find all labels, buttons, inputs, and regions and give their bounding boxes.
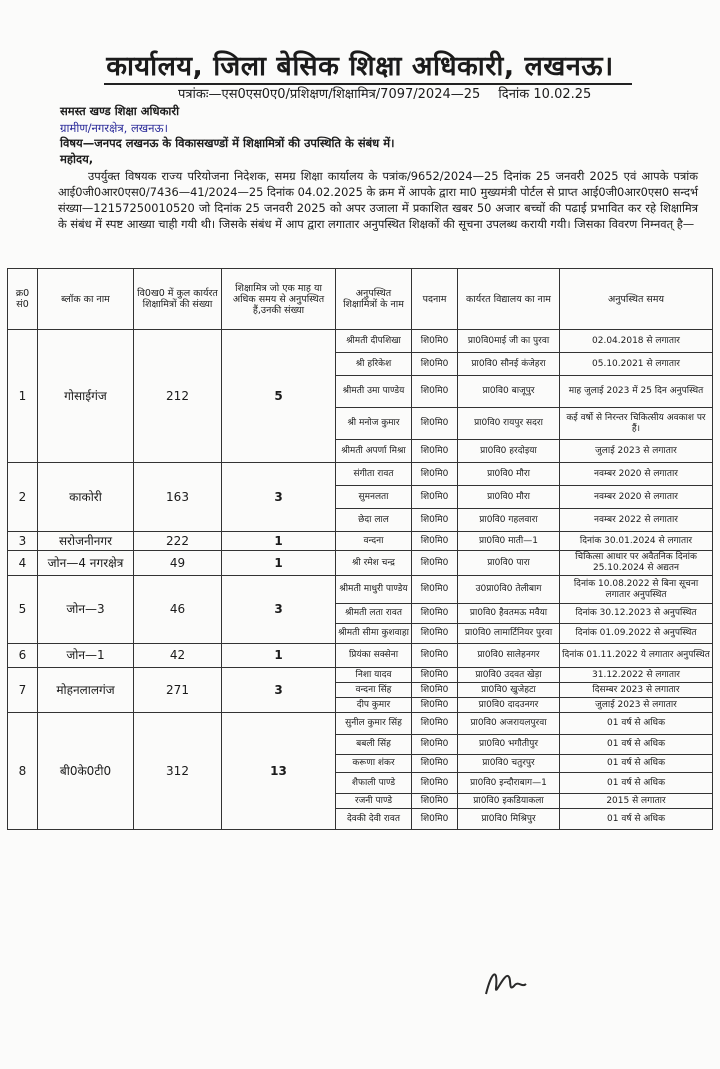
absence-period: दिनांक 30.01.2024 से लगातार [560,532,713,551]
designation: शि0मि0 [412,408,458,440]
absent-count: 1 [222,644,336,668]
teacher-name: देवकी देवी रावत [336,809,412,830]
absent-count: 13 [222,713,336,830]
table-row [8,644,713,668]
designation: शि0मि0 [412,644,458,668]
designation: शि0मि0 [412,698,458,713]
school-name: प्रा0वि0 इन्दौराबाग—1 [458,773,560,794]
header-school: कार्यरत विद्यालय का नाम [458,269,560,330]
teacher-name: श्रीमती सीमा कुशवाहा [336,624,412,644]
teacher-name: सुनील कुमार सिंह [336,713,412,735]
serial-number: 5 [8,576,38,644]
teacher-name: श्रीमती दीपशिखा [336,330,412,353]
teacher-name: करूणा शंकर [336,755,412,773]
absence-period: जुलाई 2023 से लगातार [560,698,713,713]
absent-count: 1 [222,551,336,576]
teacher-name: वन्दना [336,532,412,551]
teacher-name: सुमनलता [336,486,412,509]
absence-period: 01 वर्ष से अधिक [560,735,713,755]
absence-table [7,268,713,830]
serial-number: 1 [8,330,38,463]
designation: शि0मि0 [412,683,458,698]
designation: शि0मि0 [412,809,458,830]
school-name: उ0प्रा0वि0 तेलीबाग [458,576,560,604]
absent-count: 3 [222,463,336,532]
school-name: प्रा0वि0 लामार्टिनियर पुरवा [458,624,560,644]
school-name: प्रा0वि0 मौरा [458,486,560,509]
school-name: प्रा0वि0 अजरायलपुरवा [458,713,560,735]
absence-period: 01 वर्ष से अधिक [560,809,713,830]
absent-count: 5 [222,330,336,463]
absent-count: 3 [222,668,336,713]
header-block: ब्लॉक का नाम [38,269,134,330]
absence-period: चिकित्सा आधार पर अवैतनिक दिनांक 25.10.2024 से अद्यतन [560,551,713,576]
designation: शि0मि0 [412,376,458,408]
designation: शि0मि0 [412,463,458,486]
teacher-name: श्रीमती माधुरी पाण्डेय [336,576,412,604]
school-name: प्रा0वि0 माती—1 [458,532,560,551]
absence-period: दिनांक 01.11.2022 ये लगातार अनुपस्थित [560,644,713,668]
block-name: सरोजनीनगर [38,532,134,551]
designation: शि0मि0 [412,794,458,809]
teacher-name: श्री रमेश चन्द्र [336,551,412,576]
table-header-row [8,269,713,330]
absence-period: दिनांक 01.09.2022 से अनुपस्थित [560,624,713,644]
serial-number: 2 [8,463,38,532]
date-label: दिनांक [498,87,530,102]
school-name: प्रा0वि0 दादउनगर [458,698,560,713]
designation: शि0मि0 [412,353,458,376]
table-row [8,668,713,683]
addressee-line1: समस्त खण्ड शिक्षा अधिकारी [60,104,180,118]
total-teachers: 42 [134,644,222,668]
table-row [8,576,713,604]
designation: शि0मि0 [412,773,458,794]
table-row [8,532,713,551]
block-name: जोन—3 [38,576,134,644]
school-name: प्रा0वि0 इकडियाकला [458,794,560,809]
absence-period: जुलाई 2023 से लगातार [560,440,713,463]
table-row [8,330,713,353]
absence-period: 01 वर्ष से अधिक [560,773,713,794]
designation: शि0मि0 [412,604,458,624]
total-teachers: 212 [134,330,222,463]
total-teachers: 271 [134,668,222,713]
block-name: काकोरी [38,463,134,532]
total-teachers: 222 [134,532,222,551]
school-name: प्रा0वि0माई जी का पुरवा [458,330,560,353]
designation: शि0मि0 [412,509,458,532]
total-teachers: 49 [134,551,222,576]
header-total: वि0ख0 में कुल कार्यरत शिक्षामित्रों की संख्या [134,269,222,330]
designation: शि0मि0 [412,486,458,509]
teacher-name: रजनी पाण्डे [336,794,412,809]
header-absent-count: शिक्षामित्र जो एक माह या अधिक समय से अनुपस्थित हैं,उनकी संख्या [222,269,336,330]
date-value: 10.02.25 [533,87,592,102]
designation: शि0मि0 [412,755,458,773]
block-name: जोन—1 [38,644,134,668]
designation: शि0मि0 [412,576,458,604]
ref-prefix: पत्रांकः—एस0एस0ए0/प्रशिक्षण/शिक्षामित्र/ [178,87,381,102]
subject-line: विषय—जनपद लखनऊ के विकासखण्डों में शिक्षामित्रों की उपस्थिति के संबंध में। [60,136,395,150]
absence-period: नवम्बर 2020 से लगातार [560,486,713,509]
school-name: प्रा0वि0 मिश्रिपुर [458,809,560,830]
designation: शि0मि0 [412,735,458,755]
absence-period: 2015 से लगातार [560,794,713,809]
serial-number: 6 [8,644,38,668]
reference-line [178,84,591,102]
teacher-name: श्रीमती अपर्णा मिश्रा [336,440,412,463]
designation: शि0मि0 [412,551,458,576]
school-name: प्रा0वि0 बाजूपुर [458,376,560,408]
absence-period: 31.12.2022 से लगातार [560,668,713,683]
table-row [8,463,713,486]
header-post: पदनाम [412,269,458,330]
salutation: महोदय, [60,152,94,166]
absence-period: 01 वर्ष से अधिक [560,755,713,773]
teacher-name: बबली सिंह [336,735,412,755]
school-name: प्रा0वि0 भगौतीपुर [458,735,560,755]
school-name: प्रा0वि0 हैवतमऊ मवैया [458,604,560,624]
teacher-name: दीप कुमार [336,698,412,713]
serial-number: 7 [8,668,38,713]
block-name: गोसाईगंज [38,330,134,463]
absent-count: 1 [222,532,336,551]
absence-period: कई वर्षो से निरन्तर चिकित्सीय अवकाश पर हैं। [560,408,713,440]
school-name: प्रा0वि0 मौरा [458,463,560,486]
block-name: जोन—4 नगरक्षेत्र [38,551,134,576]
ref-number: 7097 [380,87,414,102]
school-name: प्रा0वि0 गहलवारा [458,509,560,532]
school-name: प्रा0वि0 खुजेहटा [458,683,560,698]
designation: शि0मि0 [412,532,458,551]
absence-period: 02.04.2018 से लगातार [560,330,713,353]
school-name: प्रा0वि0 उदवत खेड़ा [458,668,560,683]
school-name: प्रा0वि0 रायपुर सदरा [458,408,560,440]
teacher-name: श्री हरिकेश [336,353,412,376]
letter-body: उपर्युक्त विषयक राज्य परियोजना निदेशक, समग्र शिक्षा कार्यालय के पत्रांक/9652/2024—25 दिनांक 25 जनवरी 2025 एवं आपके पत्रांक आई0जी0आर0एस0/7436—41/2024—25 दिनांक 04.02.2025 के क्रम में आपके द्वारा मा0 मुख्यमंत्री पोर्टल से प्राप्त आई0जी0आर0एस0 सन्दर्भ संख्या—12157250010520 जो दिनांक 25 जनवरी 2025 को अपर उजाला में प्रकाशित खबर 50 अजार बच्चों की पढाई प्रभावित कर रहे शिक्षामित्र के संबंध में स्पष्ट आख्या चाही गयी थी। जिसके संबंध में आप द्वारा लगातार अनुपस्थित शिक्षकों की सूचना उपलब्ध करायी गयी। जिसका विवरण निम्नवत् है— [58,169,698,231]
absence-period: नवम्बर 2022 से लगातार [560,509,713,532]
absence-period: दिनांक 30.12.2023 से अनुपस्थित [560,604,713,624]
teacher-name: छेदा लाल [336,509,412,532]
office-title: कार्यालय, जिला बेसिक शिक्षा अधिकारी, लखनऊ। [106,51,614,82]
teacher-name: शैफाली पाण्डे [336,773,412,794]
school-name: प्रा0वि0 सौनई कंजेहरा [458,353,560,376]
absence-period: माह जुलाई 2023 में 25 दिन अनुपस्थित [560,376,713,408]
teacher-name: निशा यादव [336,668,412,683]
total-teachers: 46 [134,576,222,644]
designation: शि0मि0 [412,440,458,463]
school-name: प्रा0वि0 सालेहनगर [458,644,560,668]
designation: शि0मि0 [412,624,458,644]
absent-count: 3 [222,576,336,644]
absence-period: 01 वर्ष से अधिक [560,713,713,735]
teacher-name: श्रीमती लता रावत [336,604,412,624]
designation: शि0मि0 [412,330,458,353]
absence-period: दिसम्बर 2023 से लगातार [560,683,713,698]
designation: शि0मि0 [412,668,458,683]
absence-period: नवम्बर 2020 से लगातार [560,463,713,486]
school-name: प्रा0वि0 चतुरपुर [458,755,560,773]
table-row [8,551,713,576]
serial-number: 3 [8,532,38,551]
teacher-name: श्री मनोज कुमार [336,408,412,440]
block-name: बी0के0टी0 [38,713,134,830]
signature-mark [478,962,538,1002]
serial-number: 8 [8,713,38,830]
header-sn: क्र0 सं0 [8,269,38,330]
absence-period: दिनांक 10.08.2022 से बिना सूचना लगातार अनुपस्थित [560,576,713,604]
school-name: प्रा0वि0 हरदोइया [458,440,560,463]
addressee-line2: ग्रामीण/नगरक्षेत्र, लखनऊ। [60,121,168,135]
school-name: प्रा0वि0 पारा [458,551,560,576]
header-name: अनुपस्थित शिक्षामित्रों के नाम [336,269,412,330]
absence-period: 05.10.2021 से लगातार [560,353,713,376]
total-teachers: 163 [134,463,222,532]
teacher-name: वन्दना सिंह [336,683,412,698]
total-teachers: 312 [134,713,222,830]
teacher-name: संगीता रावत [336,463,412,486]
table-row [8,713,713,735]
header-period: अनुपस्थित समय [560,269,713,330]
serial-number: 4 [8,551,38,576]
block-name: मोहनलालगंज [38,668,134,713]
teacher-name: श्रीमती उमा पाण्डेय [336,376,412,408]
teacher-name: प्रियंका सक्सेना [336,644,412,668]
ref-suffix: /2024—25 [413,87,481,102]
designation: शि0मि0 [412,713,458,735]
